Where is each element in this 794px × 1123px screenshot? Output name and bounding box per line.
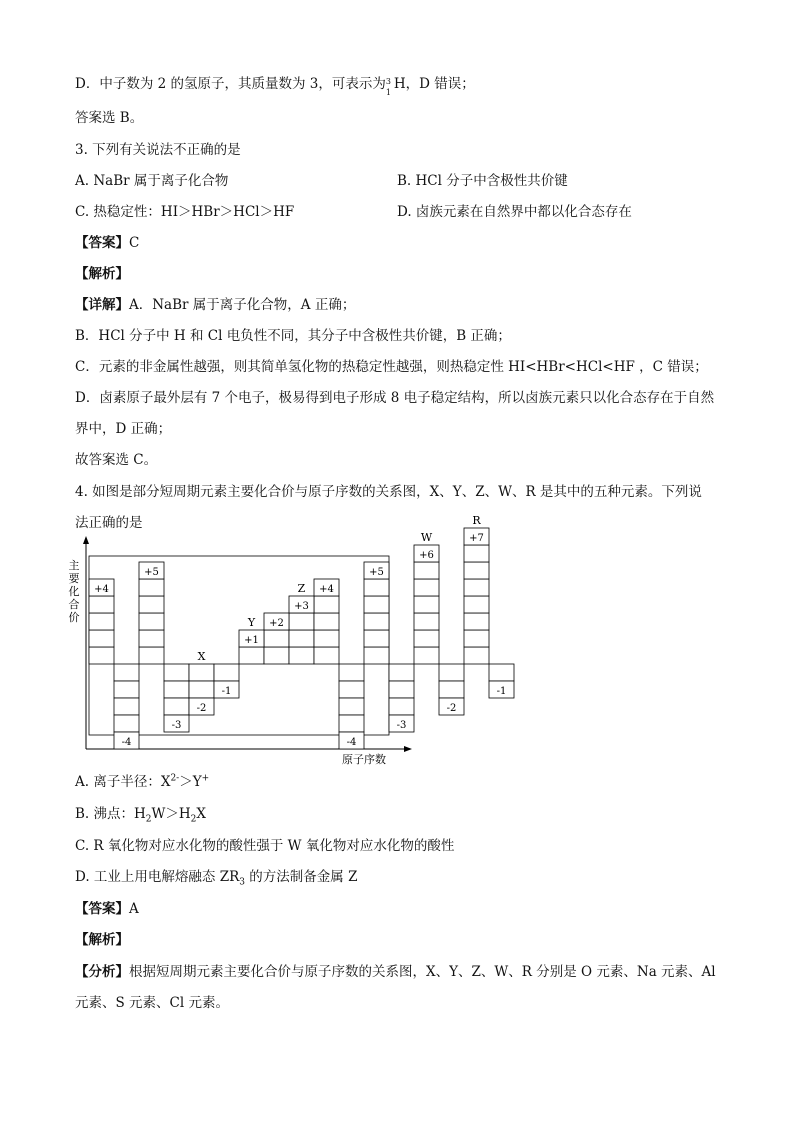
element-label-Y: Y: [247, 616, 256, 629]
q3-analysis-tag: 【解析】: [75, 266, 129, 282]
bar-cell: [89, 647, 114, 664]
bar-valence-label: +2: [269, 618, 284, 629]
nuclide-mass: 3: [385, 77, 391, 86]
q4-option-b: [75, 804, 206, 824]
y-axis-label-char-3: 化: [68, 585, 80, 598]
x-axis-arrow: [404, 746, 412, 752]
q3-detail-d-line2: 界中，D 正确；: [75, 421, 172, 437]
element-label-Z: Z: [297, 582, 306, 595]
bar-cell: [414, 579, 439, 596]
q4-option-d-tail: 的方法制备金属 Z: [245, 869, 358, 885]
bar-cell: [464, 562, 489, 579]
bar-valence-label: +4: [319, 584, 334, 595]
q3-detail-c: C．元素的非金属性越强，则其简单氢化物的热稳定性越强，则热稳定性 HI<HBr<HCl<HF ，C 错误；: [75, 359, 708, 375]
q3-detail-a: [75, 295, 355, 315]
bar-cell: [364, 579, 389, 596]
bar-cell: [114, 698, 139, 715]
bar-cell: [414, 596, 439, 613]
bar-cell: [414, 647, 439, 664]
y-axis-arrow: [83, 536, 89, 544]
q3-conclusion: 故答案选 C。: [75, 452, 158, 468]
bar-cell: [139, 579, 164, 596]
q4-option-c: C. R 氧化物对应水化物的酸性强于 W 氧化物对应水化物的酸性: [75, 838, 455, 854]
bar-cell: [464, 630, 489, 647]
bar-cell: [439, 664, 464, 681]
bar-cell: [89, 630, 114, 647]
bar-valence-label: +1: [244, 635, 259, 646]
bar-cell: [314, 630, 339, 647]
bar-cell: [289, 647, 314, 664]
bar-cell: [164, 681, 189, 698]
bar-valence-label: +4: [94, 584, 109, 595]
q4-stem-line2: 法正确的是: [75, 515, 143, 531]
bar-valence-label: +5: [369, 567, 384, 578]
bar-valence-label: -2: [196, 703, 207, 714]
bar-cell: [389, 681, 414, 698]
bar-cell: [414, 630, 439, 647]
q4-option-a-charge-y: +: [201, 773, 210, 784]
nuclide-atomic-number: 1: [385, 88, 391, 97]
bar-valence-label: -1: [221, 686, 232, 697]
q4-option-a-text: A. 离子半径：X: [75, 774, 171, 790]
q4-option-d: [75, 867, 357, 887]
q3-option-d: D. 卤族元素在自然界中都以化合态存在: [397, 204, 632, 220]
q3-detail-d-line1: D．卤素原子最外层有 7 个电子，极易得到电子形成 8 电子稳定结构，所以卤族元素只以化合态存在于自然: [75, 390, 715, 406]
bar-valence-label: +5: [144, 567, 159, 578]
q4-option-a: [75, 772, 209, 792]
bar-cell: [164, 664, 189, 681]
bar-cell: [339, 664, 364, 681]
q4-answer-value: A: [129, 901, 139, 917]
q2-option-d-text: D．中子数为 2 的氢原子，其质量数为 3，可表示为: [75, 76, 386, 92]
q3-stem: 3. 下列有关说法不正确的是: [75, 142, 241, 158]
bar-valence-label: +6: [419, 550, 434, 561]
q3-option-b: B. HCl 分子中含极性共价键: [397, 173, 568, 189]
q3-detail-tag: 【详解】: [75, 297, 129, 313]
bar-cell: [114, 664, 139, 681]
bar-cell: [214, 664, 239, 681]
bar-valence-label: -1: [496, 686, 507, 697]
bar-cell: [139, 596, 164, 613]
q4-option-b-text: B. 沸点：H: [75, 806, 146, 822]
bar-cell: [389, 664, 414, 681]
nuclide-notation: [385, 76, 394, 97]
bar-cell: [139, 613, 164, 630]
bar-cell: [464, 545, 489, 562]
bar-cell: [189, 681, 214, 698]
q3-option-c: C. 热稳定性：HI＞HBr＞HCl＞HF: [75, 204, 295, 220]
bar-valence-label: -4: [121, 737, 132, 748]
bar-cell: [139, 630, 164, 647]
bar-cell: [339, 715, 364, 732]
bar-cell: [139, 647, 164, 664]
bar-cell: [264, 647, 289, 664]
y-axis-label-char-4: 合: [68, 598, 80, 611]
bar-valence-label: -4: [346, 737, 357, 748]
bar-valence-label: -3: [171, 720, 182, 731]
bar-cell: [364, 596, 389, 613]
bar-cell: [439, 681, 464, 698]
q4-option-d-sub: 3: [239, 877, 245, 888]
bar-cell: [189, 664, 214, 681]
bar-cell: [164, 698, 189, 715]
bar-valence-label: -3: [396, 720, 407, 731]
bar-cell: [314, 647, 339, 664]
element-label-W: W: [420, 531, 433, 544]
y-axis-label-char-5: 价: [68, 611, 80, 624]
q4-option-b-sub2: 2: [190, 814, 197, 825]
bar-valence-label: +7: [469, 533, 484, 544]
q4-fenxi-text: 根据短周期元素主要化合价与原子序数的关系图，X、Y、Z、W、R 分别是 O 元素、Na 元素、Al: [129, 964, 716, 980]
q4-option-a-mid: ＞Y: [179, 774, 202, 790]
bar-cell: [89, 596, 114, 613]
q3-answer-value: C: [129, 235, 140, 251]
q4-option-b-mid: W＞H: [151, 806, 191, 822]
bar-cell: [364, 647, 389, 664]
bar-cell: [414, 613, 439, 630]
x-axis-label: 原子序数: [342, 753, 386, 766]
bar-cell: [464, 579, 489, 596]
element-label-R: R: [472, 514, 481, 527]
bar-cell: [289, 630, 314, 647]
bar-cell: [339, 681, 364, 698]
q4-fenxi-line1: [75, 962, 716, 982]
q4-analysis-tag: 【解析】: [75, 932, 129, 948]
q3-answer-tag: 【答案】: [75, 235, 129, 251]
q4-option-b-tail: X: [196, 806, 207, 822]
bar-cell: [389, 698, 414, 715]
bar-cell: [464, 596, 489, 613]
bar-cell: [289, 613, 314, 630]
q4-stem-line1: 4. 如图是部分短周期元素主要化合价与原子序数的关系图，X、Y、Z、W、R 是其中的五种元素。下列说: [75, 484, 702, 500]
y-axis-label-char-1: 主: [68, 559, 80, 572]
q4-option-b-sub1: 2: [145, 814, 152, 825]
bar-cell: [489, 664, 514, 681]
q4-option-d-text: D. 工业上用电解熔融态 ZR: [75, 869, 240, 885]
bar-cell: [414, 562, 439, 579]
q2-answer-line: 答案选 B。: [75, 110, 144, 126]
bar-cell: [314, 596, 339, 613]
nuclide-symbol: H: [393, 76, 406, 92]
q3-detail-b: B．HCl 分子中 H 和 Cl 电负性不同，其分子中含极性共价键，B 正确；: [75, 328, 511, 344]
q4-answer: [75, 899, 139, 919]
y-axis-label-char-2: 要: [68, 572, 80, 585]
q3-detail-a-text: A．NaBr 属于离子化合物，A 正确；: [129, 297, 356, 313]
bar-cell: [239, 647, 264, 664]
q4-answer-tag: 【答案】: [75, 901, 129, 917]
q3-option-a: A. NaBr 属于离子化合物: [75, 173, 229, 189]
q2-option-d: [75, 74, 475, 97]
element-label-X: X: [197, 650, 206, 663]
bar-valence-label: -2: [446, 703, 457, 714]
q4-option-a-charge-x: 2-: [170, 773, 180, 784]
bar-cell: [339, 698, 364, 715]
bar-cell: [364, 613, 389, 630]
q3-answer: [75, 233, 139, 253]
bar-cell: [114, 715, 139, 732]
q2-option-d-tail: ，D 错误；: [405, 76, 475, 92]
bar-cell: [464, 647, 489, 664]
q4-fenxi-tag: 【分析】: [75, 964, 129, 980]
bar-valence-label: +3: [294, 601, 309, 612]
bar-cell: [89, 613, 114, 630]
bar-cell: [264, 630, 289, 647]
bar-cell: [314, 613, 339, 630]
bar-cell: [364, 630, 389, 647]
q4-fenxi-line2: 元素、S 元素、Cl 元素。: [75, 995, 229, 1011]
bar-cell: [114, 681, 139, 698]
bar-cell: [464, 613, 489, 630]
